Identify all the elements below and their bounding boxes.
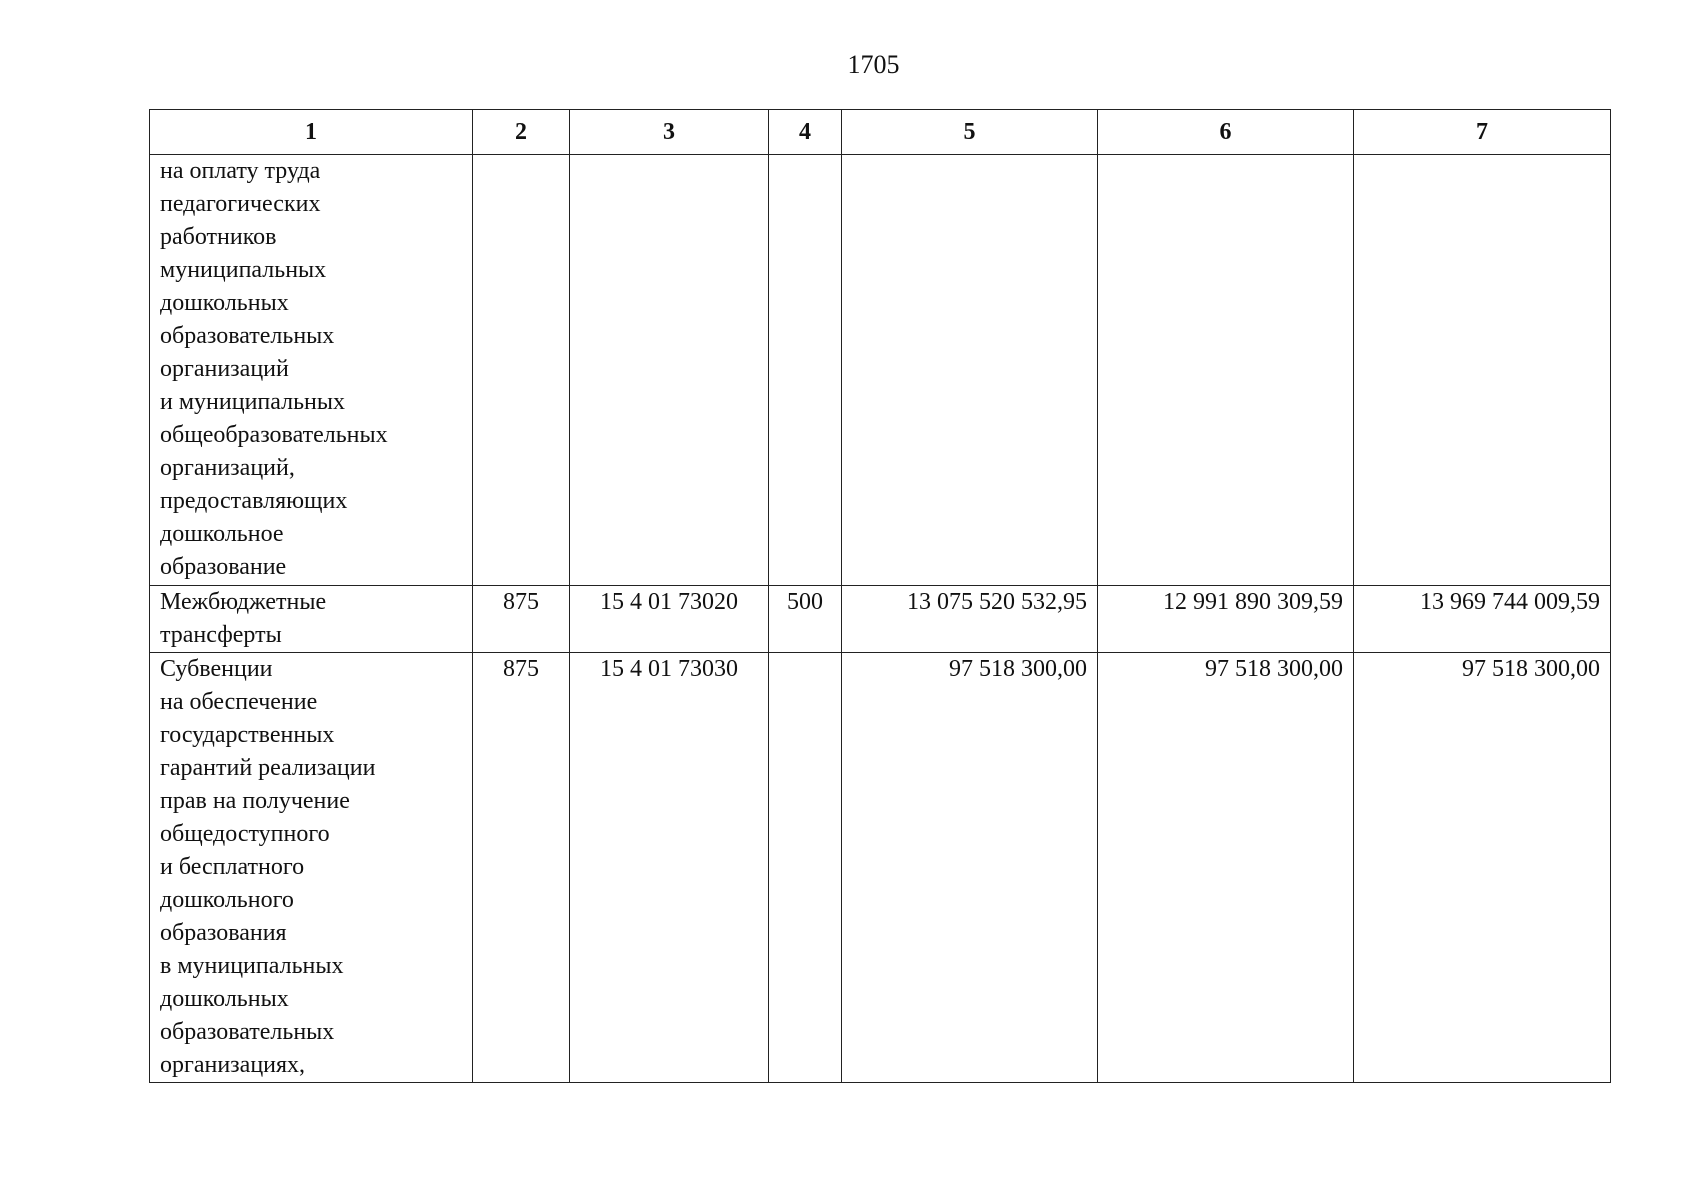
row-amount-3-cell: 13 969 744 009,59 — [1354, 586, 1611, 653]
row-name-line: образовательных — [160, 323, 335, 349]
row-amount-2-cell: 97 518 300,00 — [1098, 653, 1354, 1083]
row-type-cell: 500 — [769, 586, 842, 653]
row-name-line: и муниципальных — [160, 389, 346, 415]
table-row — [150, 155, 1611, 586]
row-amount-3-cell: 97 518 300,00 — [1354, 653, 1611, 1083]
row-name-line: образовательных — [160, 1019, 335, 1045]
header-col-2: 2 — [473, 110, 570, 155]
row-name-line: муниципальных — [160, 257, 327, 283]
row-amount-3-cell — [1354, 155, 1611, 586]
header-col-5: 5 — [842, 110, 1098, 155]
page-number: 1705 — [847, 50, 900, 79]
table-row — [150, 653, 1611, 1083]
header-col-3: 3 — [570, 110, 769, 155]
row-name-line: гарантий реализации — [160, 755, 376, 781]
row-name-cell — [150, 155, 473, 586]
row-name-line: и бесплатного — [160, 854, 305, 880]
row-target-cell: 15 4 01 73020 — [570, 586, 769, 653]
row-amount-2-cell — [1098, 155, 1354, 586]
row-code-cell — [473, 155, 570, 586]
row-name-line: Субвенции — [160, 656, 273, 682]
row-name-line: Межбюджетные — [160, 589, 327, 615]
row-amount-1-cell: 13 075 520 532,95 — [842, 586, 1098, 653]
row-name-line: работников — [160, 224, 277, 250]
row-name-line: организаций, — [160, 455, 295, 481]
header-row — [150, 110, 1611, 155]
row-amount-1-cell — [842, 155, 1098, 586]
row-target-cell: 15 4 01 73030 — [570, 653, 769, 1083]
row-name-line: государственных — [160, 722, 335, 748]
header-col-6: 6 — [1098, 110, 1354, 155]
row-amount-1-cell: 97 518 300,00 — [842, 653, 1098, 1083]
row-name-line: организаций — [160, 356, 289, 382]
row-name-line: в муниципальных — [160, 953, 344, 979]
row-name-line: на оплату труда — [160, 158, 321, 184]
row-type-cell — [769, 653, 842, 1083]
row-name-cell — [150, 586, 473, 653]
row-code-cell: 875 — [473, 586, 570, 653]
row-name-line: педагогических — [160, 191, 321, 217]
row-name-line: образования — [160, 920, 287, 946]
row-name-line: трансферты — [160, 622, 282, 648]
row-name-line: организациях, — [160, 1052, 306, 1078]
table-row — [150, 586, 1611, 653]
header-col-1: 1 — [150, 110, 473, 155]
row-name-line: дошкольных — [160, 986, 289, 1012]
row-name-line: дошкольное — [160, 521, 284, 547]
row-name-line: дошкольных — [160, 290, 289, 316]
row-code-cell: 875 — [473, 653, 570, 1083]
header-col-4: 4 — [769, 110, 842, 155]
row-name-line: общеобразовательных — [160, 422, 388, 448]
row-amount-2-cell: 12 991 890 309,59 — [1098, 586, 1354, 653]
row-name-line: прав на получение — [160, 788, 350, 814]
row-name-line: предоставляющих — [160, 488, 348, 514]
row-name-line: общедоступного — [160, 821, 330, 847]
row-name-line: образование — [160, 554, 287, 580]
row-name-cell — [150, 653, 473, 1083]
row-target-cell — [570, 155, 769, 586]
budget-table — [149, 109, 1611, 1083]
row-name-line: дошкольного — [160, 887, 294, 913]
header-col-7: 7 — [1354, 110, 1611, 155]
row-name-line: на обеспечение — [160, 689, 318, 715]
row-type-cell — [769, 155, 842, 586]
